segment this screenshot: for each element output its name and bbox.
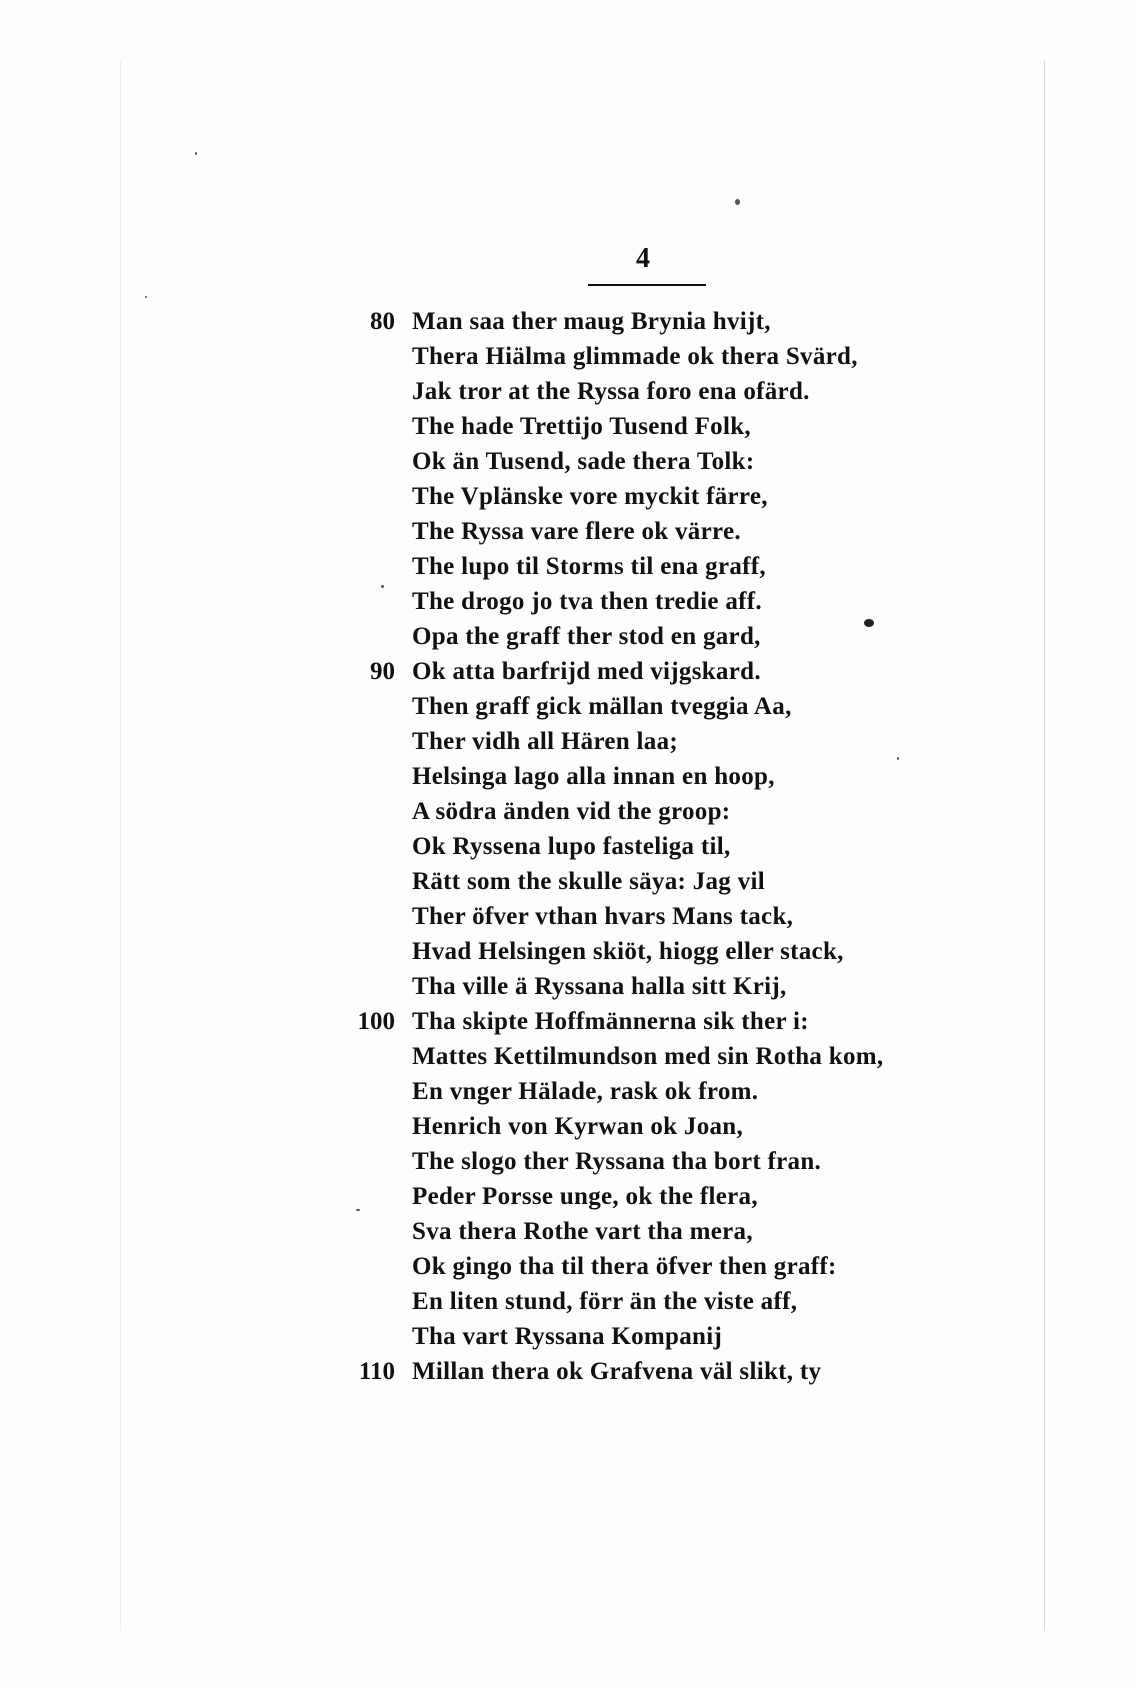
scan-speck bbox=[735, 199, 740, 205]
page-number-rule bbox=[588, 284, 706, 286]
verse-line bbox=[340, 1074, 940, 1109]
line-text: Thera Hiälma glimmade ok thera Svärd, bbox=[412, 343, 858, 370]
line-text: The drogo jo tva then tredie aff. bbox=[412, 588, 762, 615]
line-text: Opa the graff ther stod en gard, bbox=[412, 623, 761, 650]
verse-line bbox=[340, 1109, 940, 1144]
verse-line bbox=[340, 584, 940, 619]
line-text: Man saa ther maug Brynia hvijt, bbox=[412, 308, 771, 335]
verse-line bbox=[340, 304, 940, 339]
verse-line bbox=[340, 899, 940, 934]
line-text: Tha ville ä Ryssana halla sitt Krij, bbox=[412, 973, 787, 1000]
scan-speck bbox=[381, 585, 384, 588]
scan-speck bbox=[356, 1209, 360, 1211]
verse-line bbox=[340, 1039, 940, 1074]
scan-speck bbox=[195, 152, 197, 155]
verse-line bbox=[340, 724, 940, 759]
verse-line bbox=[340, 1214, 940, 1249]
line-text: En liten stund, förr än the viste aff, bbox=[412, 1288, 798, 1315]
verse-line bbox=[340, 829, 940, 864]
line-number: 110 bbox=[358, 1358, 395, 1385]
verse-line bbox=[340, 409, 940, 444]
verse-line bbox=[340, 1144, 940, 1179]
line-text: Jak tror at the Ryssa foro ena ofärd. bbox=[412, 378, 810, 405]
page-edge-right bbox=[1044, 60, 1045, 1631]
scan-speck bbox=[897, 757, 899, 760]
line-number: 80 bbox=[370, 308, 395, 335]
line-text: En vnger Hälade, rask ok from. bbox=[412, 1078, 759, 1105]
verse-line bbox=[340, 794, 940, 829]
line-text: The hade Trettijo Tusend Folk, bbox=[412, 413, 751, 440]
verse-line bbox=[340, 689, 940, 724]
line-text: A södra änden vid the groop: bbox=[412, 798, 731, 825]
line-text: Ok än Tusend, sade thera Tolk: bbox=[412, 448, 755, 475]
verse-line bbox=[340, 759, 940, 794]
verse-line bbox=[340, 1284, 940, 1319]
verse-line bbox=[340, 1179, 940, 1214]
verse-line bbox=[340, 654, 940, 689]
verse-line bbox=[340, 1319, 940, 1354]
page-edge-left bbox=[120, 60, 121, 1631]
verse-line bbox=[340, 514, 940, 549]
line-text: The slogo ther Ryssana tha bort fran. bbox=[412, 1148, 822, 1175]
line-text: Ther öfver vthan hvars Mans tack, bbox=[412, 903, 794, 930]
verse-line bbox=[340, 969, 940, 1004]
verse-line bbox=[340, 1004, 940, 1039]
line-number: 90 bbox=[370, 658, 395, 685]
scan-speck bbox=[145, 296, 147, 298]
line-text: Henrich von Kyrwan ok Joan, bbox=[412, 1113, 744, 1140]
verse-line bbox=[340, 339, 940, 374]
line-text: Then graff gick mällan tveggia Aa, bbox=[412, 693, 792, 720]
verse-line bbox=[340, 479, 940, 514]
verse-block bbox=[340, 304, 940, 1389]
line-text: Sva thera Rothe vart tha mera, bbox=[412, 1218, 753, 1245]
line-text: The Ryssa vare flere ok värre. bbox=[412, 518, 741, 545]
line-text: The Vplänske vore myckit färre, bbox=[412, 483, 768, 510]
verse-line bbox=[340, 374, 940, 409]
page-number: 4 bbox=[636, 243, 650, 274]
verse-line bbox=[340, 1249, 940, 1284]
line-text: Ther vidh all Hären laa; bbox=[412, 728, 679, 755]
line-text: Tha skipte Hoffmännerna sik ther i: bbox=[412, 1008, 809, 1035]
verse-line bbox=[340, 444, 940, 479]
verse-line bbox=[340, 934, 940, 969]
line-text: Hvad Helsingen skiöt, hiogg eller stack, bbox=[412, 938, 844, 965]
line-text: Millan thera ok Grafvena väl slikt, ty bbox=[412, 1358, 822, 1385]
verse-line bbox=[340, 549, 940, 584]
scan-speck bbox=[864, 619, 874, 627]
line-text: Rätt som the skulle säya: Jag vil bbox=[412, 868, 765, 895]
verse-line bbox=[340, 864, 940, 899]
line-text: Ok Ryssena lupo fasteliga til, bbox=[412, 833, 731, 860]
line-text: Tha vart Ryssana Kompanij bbox=[412, 1323, 723, 1350]
line-text: Mattes Kettilmundson med sin Rotha kom, bbox=[412, 1043, 884, 1070]
line-text: Helsinga lago alla innan en hoop, bbox=[412, 763, 775, 790]
verse-line bbox=[340, 619, 940, 654]
verse-line bbox=[340, 1354, 940, 1389]
line-number: 100 bbox=[357, 1008, 395, 1035]
line-text: Peder Porsse unge, ok the flera, bbox=[412, 1183, 758, 1210]
line-text: Ok gingo tha til thera öfver then graff: bbox=[412, 1253, 837, 1280]
line-text: The lupo til Storms til ena graff, bbox=[412, 553, 766, 580]
line-text: Ok atta barfrijd med vijgskard. bbox=[412, 658, 761, 685]
